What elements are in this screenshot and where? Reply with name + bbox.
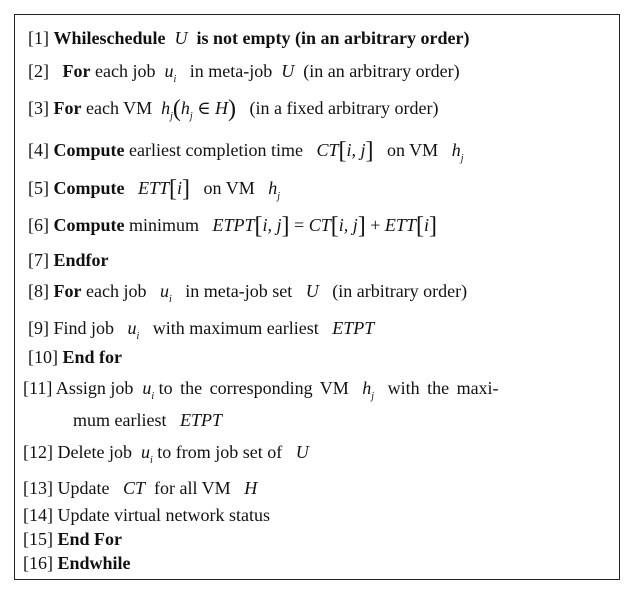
bracket-open: [ <box>169 176 178 202</box>
line-number: [13] <box>23 478 53 498</box>
line-number: [6] <box>28 215 49 235</box>
math-var: U <box>281 61 295 81</box>
line-text: Delete job <box>57 442 132 462</box>
keyword: Endwhile <box>57 553 131 573</box>
algorithm-line-15 <box>23 528 122 550</box>
math-equals: = <box>294 215 305 235</box>
math-subscript: j <box>189 111 193 122</box>
math-var: H <box>215 98 229 118</box>
math-var: h <box>362 378 372 398</box>
line-text: mum earliest <box>73 410 167 430</box>
algorithm-line-14 <box>23 504 270 526</box>
line-text: (in an arbitrary order) <box>303 61 460 81</box>
math-var: ETT <box>384 215 416 235</box>
line-number: [7] <box>28 250 49 270</box>
algorithm-line-4 <box>28 139 463 170</box>
line-text: each job <box>94 61 156 81</box>
line-number: [9] <box>28 318 49 338</box>
keyword: Whileschedule <box>53 28 166 48</box>
line-text: earliest completion time <box>129 140 303 160</box>
algorithm-line-13 <box>23 477 257 499</box>
math-subscript: i <box>149 455 153 466</box>
bracket-open: [ <box>254 213 263 239</box>
line-number: [3] <box>28 98 49 118</box>
math-var: h <box>161 98 171 118</box>
keyword: Endfor <box>53 250 109 270</box>
paren-close: ) <box>228 96 237 122</box>
line-number: [15] <box>23 529 53 549</box>
math-args: i <box>177 178 183 198</box>
bracket-open: [ <box>415 213 424 239</box>
math-var: ETPT <box>332 318 375 338</box>
keyword: Compute <box>53 178 125 198</box>
keyword: For <box>53 98 82 118</box>
line-text: with the maxi- <box>387 378 499 398</box>
math-var: U <box>174 28 188 48</box>
line-text: Find job <box>53 318 115 338</box>
math-var: ETT <box>138 178 170 198</box>
bracket-open: [ <box>338 138 347 164</box>
math-subscript: i <box>151 391 155 402</box>
keyword: Compute <box>53 140 125 160</box>
math-subscript: j <box>371 391 375 402</box>
math-var: CT <box>316 140 339 160</box>
math-var: H <box>244 478 258 498</box>
line-text: (in a fixed arbitrary order) <box>249 98 439 118</box>
algorithm-line-11-continuation <box>73 409 222 431</box>
line-number: [2] <box>28 61 49 81</box>
bracket-close: ] <box>182 176 191 202</box>
algorithm-line-10 <box>28 346 122 368</box>
math-plus: + <box>370 215 381 235</box>
math-var: ETPT <box>212 215 255 235</box>
algorithm-line-7 <box>28 249 109 271</box>
math-args: i <box>423 215 429 235</box>
line-text: on VM <box>203 178 255 198</box>
math-var: u <box>159 281 169 301</box>
keyword: End for <box>62 347 123 367</box>
line-number: [16] <box>23 553 53 573</box>
math-subscript: j <box>277 191 281 202</box>
algorithm-line-5 <box>28 177 280 208</box>
line-number: [1] <box>28 28 49 48</box>
line-text: is not empty (in an arbitrary order) <box>196 28 470 48</box>
line-text: on VM <box>387 140 439 160</box>
math-var: CT <box>122 478 146 498</box>
algorithm-line-12 <box>23 441 309 472</box>
math-subscript: i <box>173 74 177 85</box>
bracket-close: ] <box>428 213 437 239</box>
math-args: i, j <box>262 215 282 235</box>
line-text: to the corresponding VM <box>158 378 349 398</box>
math-subscript: j <box>460 153 464 164</box>
algorithm-line-2 <box>28 60 460 91</box>
algorithm-line-16 <box>23 552 131 574</box>
line-text: to from job set of <box>157 442 283 462</box>
math-var: ETPT <box>179 410 222 430</box>
bracket-open: [ <box>330 213 339 239</box>
algorithm-line-11 <box>23 377 499 408</box>
keyword: End For <box>57 529 123 549</box>
line-number: [5] <box>28 178 49 198</box>
math-var: u <box>142 378 152 398</box>
paren-open: ( <box>172 96 181 122</box>
math-subscript: j <box>170 111 173 122</box>
math-var: U <box>295 442 309 462</box>
math-args: i, j <box>338 215 358 235</box>
line-number: [12] <box>23 442 53 462</box>
line-number: [10] <box>28 347 58 367</box>
math-var: h <box>180 98 190 118</box>
math-subscript: i <box>136 331 140 342</box>
math-var: h <box>451 140 461 160</box>
line-text: in meta-job <box>189 61 273 81</box>
bracket-close: ] <box>357 213 366 239</box>
line-number: [11] <box>23 378 53 398</box>
line-number: [8] <box>28 281 49 301</box>
line-text: Update <box>57 478 110 498</box>
line-text: for all VM <box>154 478 231 498</box>
math-args: i, j <box>346 140 366 160</box>
algorithm-line-9 <box>28 317 374 348</box>
math-subscript: i <box>168 294 172 305</box>
bracket-close: ] <box>281 213 290 239</box>
keyword: Compute <box>53 215 125 235</box>
math-var: u <box>140 442 150 462</box>
algorithm-line-8 <box>28 280 467 311</box>
line-text: (in arbitrary order) <box>332 281 468 301</box>
math-var: U <box>305 281 319 301</box>
line-text: minimum <box>129 215 200 235</box>
keyword: For <box>62 61 91 81</box>
algorithm-box <box>14 14 620 580</box>
math-var: u <box>127 318 137 338</box>
math-var: u <box>164 61 174 81</box>
algorithm-line-6 <box>28 214 437 237</box>
algorithm-line-1 <box>28 27 469 49</box>
line-text: each job <box>85 281 147 301</box>
math-relation: ∈ <box>197 98 211 118</box>
line-text: in meta-job set <box>185 281 293 301</box>
keyword: For <box>53 281 82 301</box>
bracket-close: ] <box>365 138 374 164</box>
algorithm-line-3 <box>28 97 438 128</box>
line-number: [4] <box>28 140 49 160</box>
math-var: h <box>268 178 278 198</box>
math-var: CT <box>308 215 331 235</box>
line-text: each VM <box>85 98 153 118</box>
line-text: Assign job <box>55 378 134 398</box>
line-text: with maximum earliest <box>152 318 319 338</box>
line-text: Update virtual network status <box>57 505 270 525</box>
line-number: [14] <box>23 505 53 525</box>
